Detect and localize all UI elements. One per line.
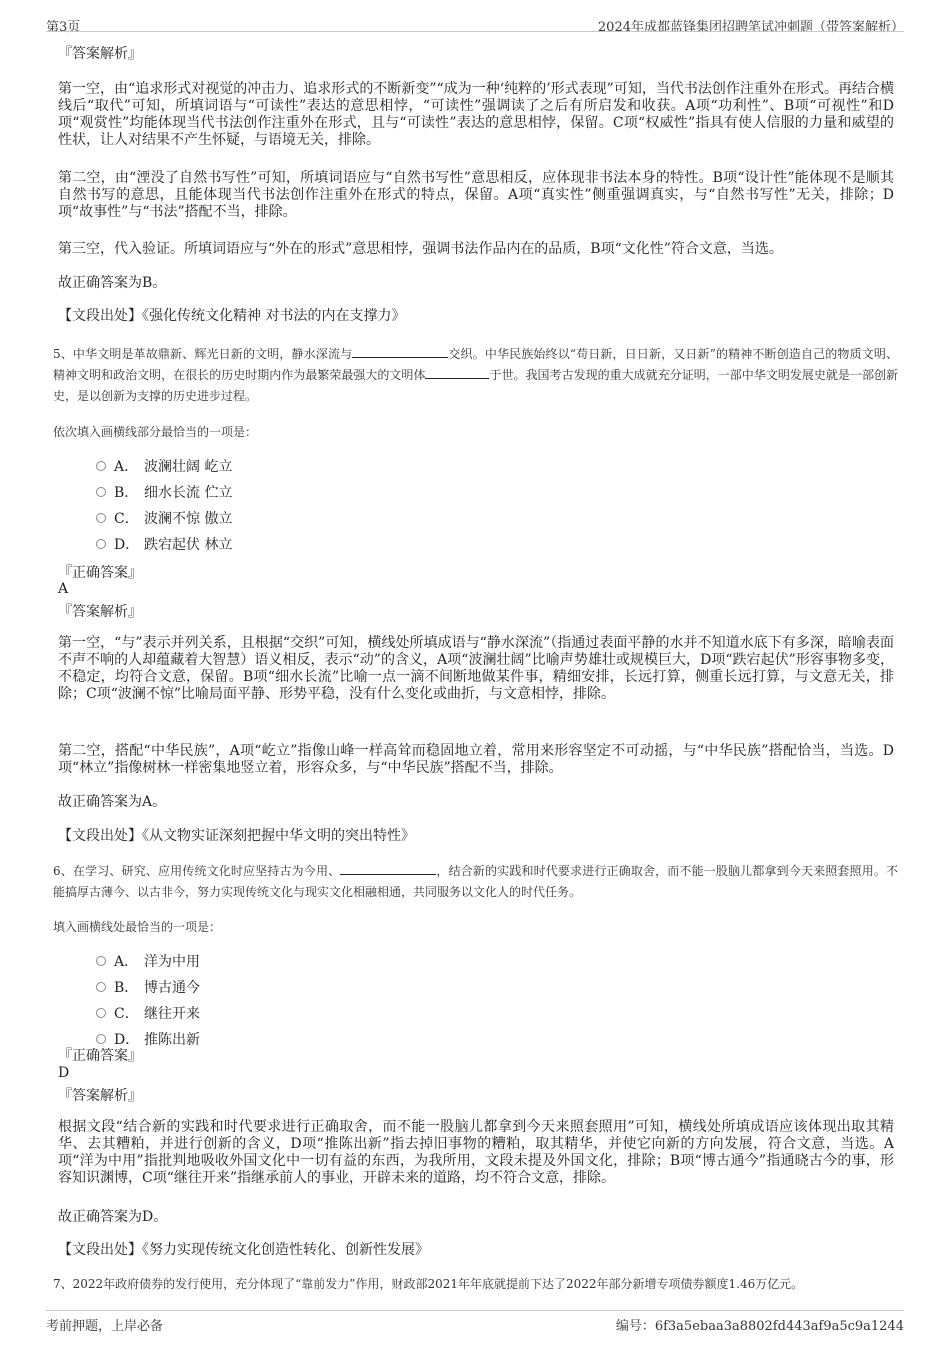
q6-analysis-p1: 根据文段“结合新的实践和时代要求进行正确取舍，而不能一股脑儿都拿到今天来照套照用”可知，横线处所填成语应该体现出取其精华、去其糟粕，并进行创新的含义，D项“推陈出新”指去掉旧事物的糟粕，取其精华，并使它向新的方向发展，符合文意，当选。A项“洋为中用”指批判地吸收外国文化中一切有益的东西，为我所用，文段未提及外国文化，排除；B项“博古通今”指通晓古今的事，形容知识渊博，C项“继往开来”指继承前人的事业，开辟未来的道路，均不符合文意，排除。 <box>58 1119 894 1186</box>
q4-source: 【文段出处】《强化传统文化精神 对书法的内在支撑力》 <box>58 308 406 324</box>
q4-analysis-p1: 第一空，由“追求形式对视觉的冲击力、追求形式的不断新变”“成为一种‘纯粹的’形式表现”可知，当代书法创作注重外在形式。再结合横线后“取代”可知，所填词语与“可读性”表达的意思相悖，“可读性”强调读了之后有所启发和收获。A项“功利性”、B项“可视性”和D项“观赏性”均能体现当代书法创作注重外在形式，且与“可读性”表达的意思相悖，保留。C项“权威性”指具有使人信服的力量和威望的性状，让人对结果不产生怀疑，与语境无关，排除。 <box>58 81 894 148</box>
radio-icon[interactable] <box>96 1034 106 1044</box>
q5-source: 【文段出处】《从文物实证深刻把握中华文明的突出特性》 <box>58 828 415 844</box>
q6-blank <box>340 874 436 875</box>
q5-conclusion: 故正确答案为A。 <box>58 794 167 810</box>
q5-stem: 5、中华文明是革故鼎新、辉光日新的文明，静水深流与 交织。中华民族始终以“苟日新，日日新，又日新”的精神不断创造自己的物质文明、精神文明和政治文明，在很长的历史时期内作为最繁荣最强大的文明体 于世。我国考古发现的重大成就充分证明，一部中华文明发展史就是一部创新史，是以创新为支撑的历史进步过程。 <box>53 347 898 403</box>
footer-slogan: 考前押题，上岸必备 <box>46 1319 164 1334</box>
radio-icon[interactable] <box>96 487 106 497</box>
q5-blank-1 <box>352 357 448 358</box>
q5-option-b[interactable]: B． 细水长流 伫立 <box>96 482 232 502</box>
radio-icon[interactable] <box>96 1008 106 1018</box>
q4-conclusion: 故正确答案为B。 <box>58 275 167 291</box>
q6-source: 【文段出处】《努力实现传统文化创造性转化、创新性发展》 <box>58 1242 429 1258</box>
q6-stem: 6、在学习、研究、应用传统文化时应坚持古为今用、 ，结合新的实践和时代要求进行正确取舍，而不能一股脑儿都拿到今天来照套照用。不能搞厚古薄今、以古非今，努力实现传统文化与现实文化相融相通，共同服务以文化人的时代任务。 <box>53 864 898 899</box>
q5-option-a[interactable]: A． 波澜壮阔 屹立 <box>96 456 232 476</box>
header-divider <box>46 31 904 32</box>
q5-analysis-label: 『答案解析』 <box>58 604 142 620</box>
q6-option-b[interactable]: B． 博古通今 <box>96 977 200 997</box>
q5-option-c[interactable]: C． 波澜不惊 傲立 <box>96 508 232 528</box>
q6-analysis-label: 『答案解析』 <box>58 1088 142 1104</box>
radio-icon[interactable] <box>96 539 106 549</box>
q4-analysis-p3: 第三空，代入验证。所填词语应与“外在的形式”意思相悖，强调书法作品内在的品质，B项“文化性”符合文意，当选。 <box>58 241 783 257</box>
q4-analysis-p2: 第二空，由“湮没了自然书写性”可知，所填词语应与“自然书写性”意思相反，应体现非书法本身的特性。B项“设计性”能体现不是顺其自然书写的意思，且能体现当代书法创作注重外在形式的特点，保留。A项“真实性”侧重强调真实，与“自然书写性”无关，排除；D项“故事性”与“书法”搭配不当，排除。 <box>58 170 894 220</box>
document-id: 编号：6f3a5ebaa3a8802fd443af9a5c9a1244 <box>615 1319 904 1334</box>
q6-option-a[interactable]: A． 洋为中用 <box>96 951 200 971</box>
q5-blank-2 <box>425 378 489 379</box>
q5-answer: A <box>58 581 69 597</box>
radio-icon[interactable] <box>96 956 106 966</box>
q7-stem: 7、2022年政府债券的发行使用，充分体现了“靠前发力”作用，财政部2021年年底就提前下达了2022年部分新增专项债券额度1.46万亿元。 <box>53 1277 804 1291</box>
q6-hint: 填入画横线处最恰当的一项是： <box>53 920 222 934</box>
radio-icon[interactable] <box>96 982 106 992</box>
q5-analysis-p2: 第二空，搭配“中华民族”，A项“屹立”指像山峰一样高耸而稳固地立着，常用来形容坚定不可动摇，与“中华民族”搭配恰当，当选。D项“林立”指像树林一样密集地竖立着，形容众多，与“中华民族”搭配不当，排除。 <box>58 743 894 776</box>
radio-icon[interactable] <box>96 461 106 471</box>
document-title: 2024年成都蓝锋集团招聘笔试冲刺题（带答案解析） <box>597 20 904 35</box>
q5-hint: 依次填入画横线部分最恰当的一项是： <box>53 425 258 439</box>
q6-option-d[interactable]: D． 推陈出新 <box>96 1029 200 1049</box>
page-number: 第3页 <box>46 20 81 35</box>
q6-answer-label: 『正确答案』 <box>58 1048 142 1064</box>
q6-conclusion: 故正确答案为D。 <box>58 1209 168 1225</box>
q5-option-d[interactable]: D． 跌宕起伏 林立 <box>96 534 232 554</box>
q6-answer: D <box>58 1065 70 1081</box>
q6-option-c[interactable]: C． 继往开来 <box>96 1003 200 1023</box>
page-header <box>46 10 904 35</box>
footer-divider <box>46 1310 904 1311</box>
q5-analysis-p1: 第一空，“与”表示并列关系，且根据“交织”可知，横线处所填成语与“静水深流”（指通过表面平静的水并不知道水底下有多深，暗喻表面不声不响的人却蕴藏着大智慧）语义相反，表示“动”的含义，A项“波澜壮阔”比喻声势雄壮或规模巨大，D项“跌宕起伏”形容事物多变，不稳定，均符合文意，保留。B项“细水长流”比喻一点一滴不间断地做某件事，精细安排，长远打算，侧重长远打算，与文意无关，排除；C项“波澜不惊”比喻局面平静、形势平稳，没有什么变化或曲折，与文意相悖，排除。 <box>58 635 894 702</box>
radio-icon[interactable] <box>96 513 106 523</box>
q5-answer-label: 『正确答案』 <box>58 565 142 581</box>
q4-analysis-label: 『答案解析』 <box>58 46 142 62</box>
